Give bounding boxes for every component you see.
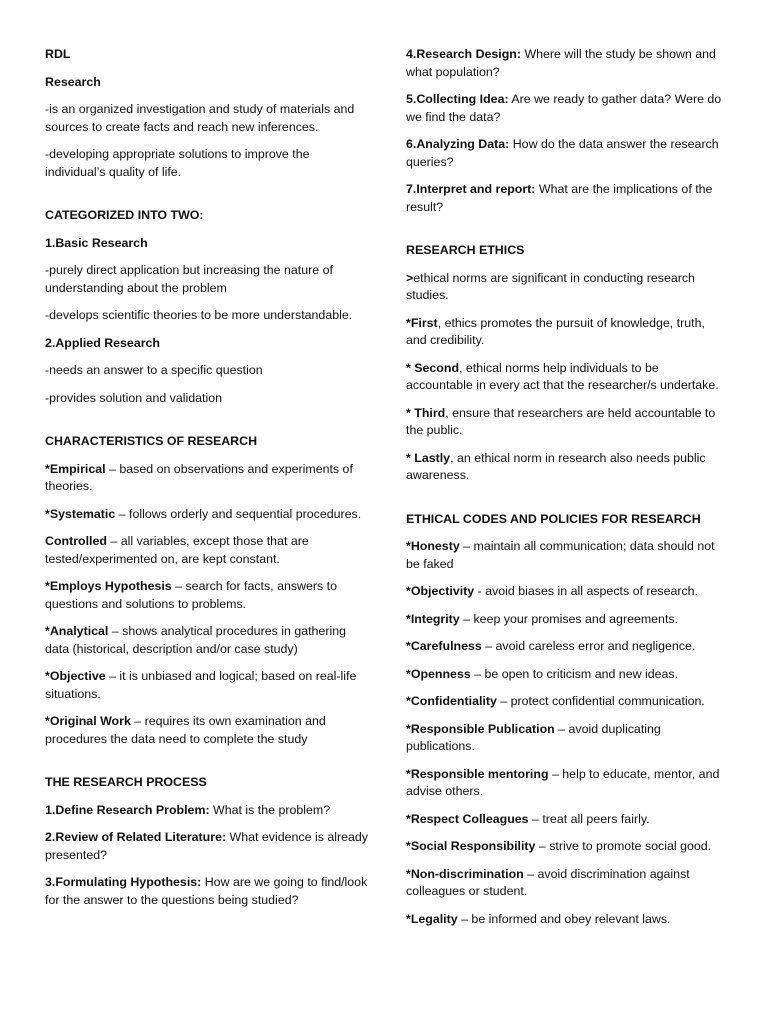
code-item xyxy=(406,666,728,684)
doc-label: RDL xyxy=(45,47,71,61)
process-step xyxy=(406,181,728,216)
code-desc: – avoid discrimination against colleagues or student. xyxy=(406,866,690,898)
process-step-term: 5.Collecting Idea: xyxy=(406,92,509,106)
code-term: *Responsible mentoring xyxy=(406,766,549,781)
ethics-item xyxy=(406,450,728,485)
research-title: Research xyxy=(45,74,101,89)
code-term: *Non-discrimination xyxy=(406,866,524,881)
process-step xyxy=(45,874,370,909)
code-term: *Social Responsibility xyxy=(406,839,536,853)
process-step-desc: What evidence is already presented? xyxy=(45,830,368,862)
process-step xyxy=(45,802,370,820)
process-step-term: 1.Define Research Problem: xyxy=(45,802,210,817)
code-term: *Openness xyxy=(406,666,471,681)
process-step-desc: How are we going to find/look for the answer to the questions being studied? xyxy=(45,875,368,907)
research-definition-1: -is an organized investigation and study of materials and sources to create facts and reach new inferences. xyxy=(45,102,355,134)
characteristic-desc: – it is unbiased and logical; based on real-life situations. xyxy=(45,669,357,701)
process-step xyxy=(406,91,728,126)
right-column xyxy=(406,46,728,938)
applied-research-point-2: -provides solution and validation xyxy=(45,390,223,405)
code-term: *Carefulness xyxy=(406,639,482,653)
code-desc: – avoid careless error and negligence. xyxy=(481,639,696,653)
basic-research-point-2: -develops scientific theories to be more understandable. xyxy=(45,308,353,322)
ethics-item xyxy=(406,270,728,305)
code-desc: – maintain all communication; data should not be faked xyxy=(406,539,715,571)
characteristic-term: *Analytical xyxy=(45,624,109,638)
code-term: *Honesty xyxy=(406,539,460,553)
code-desc: - avoid biases in all aspects of research. xyxy=(474,584,699,598)
ethics-term: * Lastly xyxy=(406,450,451,465)
ethics-desc: , ethical norms help individuals to be accountable in every act that the researcher/s undertake. xyxy=(406,360,719,392)
process-step-term: 7.Interpret and report: xyxy=(406,182,536,196)
characteristic-desc: – all variables, except those that are tested/experimented on, are kept constant. xyxy=(45,534,309,566)
ethics-term: *First xyxy=(406,315,438,330)
characteristic-item xyxy=(45,506,370,524)
characteristic-term: *Employs Hypothesis xyxy=(45,579,172,593)
characteristic-desc: – based on observations and experiments of theories. xyxy=(45,461,353,493)
characteristic-item xyxy=(45,668,370,703)
characteristic-item xyxy=(45,533,370,568)
characteristic-term: *Objective xyxy=(45,669,106,683)
characteristic-term: *Systematic xyxy=(45,506,116,521)
codes-list xyxy=(406,538,728,928)
applied-research-title: 2.Applied Research xyxy=(45,335,161,350)
process-step xyxy=(406,136,728,171)
process-list-continued xyxy=(406,46,728,216)
research-definition-2: -developing appropriate solutions to improve the individual’s quality of life. xyxy=(45,147,310,179)
code-term: *Responsible Publication xyxy=(406,721,555,736)
code-desc: – keep your promises and agreements. xyxy=(459,611,679,626)
process-step-term: 2.Review of Related Literature: xyxy=(45,830,227,844)
characteristic-desc: – search for facts, answers to questions and solutions to problems. xyxy=(45,579,337,611)
ethics-desc: ethical norms are significant in conducting research studies. xyxy=(406,270,695,302)
ethics-term: * Third xyxy=(406,405,446,420)
process-step-term: 3.Formulating Hypothesis: xyxy=(45,875,202,889)
code-item xyxy=(406,811,728,829)
code-term: *Legality xyxy=(406,911,458,926)
characteristic-term: Controlled xyxy=(45,534,107,548)
process-step-desc: Are we ready to gather data? Were do we find the data? xyxy=(406,92,722,124)
process-step-desc: Where will the study be shown and what population? xyxy=(406,47,716,79)
code-item xyxy=(406,693,728,711)
ethics-heading: RESEARCH ETHICS xyxy=(406,243,525,257)
process-step xyxy=(406,46,728,81)
characteristic-desc: – requires its own examination and procedures the data need to complete the study xyxy=(45,714,326,746)
characteristic-term: *Empirical xyxy=(45,461,106,476)
code-desc: – help to educate, mentor, and advise others. xyxy=(406,766,720,798)
code-item xyxy=(406,583,728,601)
process-step-desc: What are the implications of the result? xyxy=(406,182,713,214)
process-list xyxy=(45,802,370,910)
characteristic-item xyxy=(45,461,370,496)
ethics-desc: , ensure that researchers are held accountable to the public. xyxy=(406,405,716,437)
code-item xyxy=(406,866,728,901)
process-step-term: 4.Research Design: xyxy=(406,47,522,61)
code-desc: – avoid duplicating publications. xyxy=(406,721,661,753)
code-item xyxy=(406,721,728,756)
code-desc: – be open to criticism and new ideas. xyxy=(470,666,679,681)
ethics-item xyxy=(406,405,728,440)
characteristic-desc: – follows orderly and sequential procedures. xyxy=(115,506,362,521)
code-term: *Integrity xyxy=(406,611,460,626)
code-desc: – protect confidential communication. xyxy=(496,694,705,708)
codes-heading: ETHICAL CODES AND POLICIES FOR RESEARCH xyxy=(406,511,701,526)
basic-research-title: 1.Basic Research xyxy=(45,235,148,250)
code-item xyxy=(406,838,728,856)
ethics-item xyxy=(406,360,728,395)
code-term: *Confidentiality xyxy=(406,694,497,708)
code-term: *Objectivity xyxy=(406,584,475,598)
ethics-list xyxy=(406,270,728,485)
characteristics-heading: CHARACTERISTICS OF RESEARCH xyxy=(45,434,258,448)
characteristic-term: *Original Work xyxy=(45,714,131,728)
ethics-term: * Second xyxy=(406,360,460,375)
process-step-desc: What is the problem? xyxy=(209,802,331,817)
code-desc: – strive to promote social good. xyxy=(535,839,712,853)
process-step-term: 6.Analyzing Data: xyxy=(406,137,510,151)
process-step-desc: How do the data answer the research queries? xyxy=(406,137,719,169)
characteristic-item xyxy=(45,713,370,748)
categorized-heading: CATEGORIZED INTO TWO: xyxy=(45,208,204,222)
code-item xyxy=(406,638,728,656)
code-item xyxy=(406,538,728,573)
left-column xyxy=(45,46,370,919)
characteristic-item xyxy=(45,623,370,658)
code-item xyxy=(406,766,728,801)
process-heading: THE RESEARCH PROCESS xyxy=(45,775,207,789)
characteristic-desc: – shows analytical procedures in gathering data (historical, description and/or case study) xyxy=(45,624,346,656)
ethics-item xyxy=(406,315,728,350)
process-step xyxy=(45,829,370,864)
code-desc: – treat all peers fairly. xyxy=(528,811,650,826)
code-term: *Respect Colleagues xyxy=(406,811,529,826)
code-item xyxy=(406,611,728,629)
code-desc: – be informed and obey relevant laws. xyxy=(457,911,671,926)
applied-research-point-1: -needs an answer to a specific question xyxy=(45,363,263,377)
characteristics-list xyxy=(45,461,370,749)
ethics-term: > xyxy=(406,270,414,285)
ethics-desc: , ethics promotes the pursuit of knowledge, truth, and credibility. xyxy=(406,315,705,347)
ethics-desc: , an ethical norm in research also needs public awareness. xyxy=(406,450,706,482)
code-item xyxy=(406,911,728,929)
characteristic-item xyxy=(45,578,370,613)
basic-research-point-1: -purely direct application but increasing the nature of understanding about the problem xyxy=(45,263,333,295)
